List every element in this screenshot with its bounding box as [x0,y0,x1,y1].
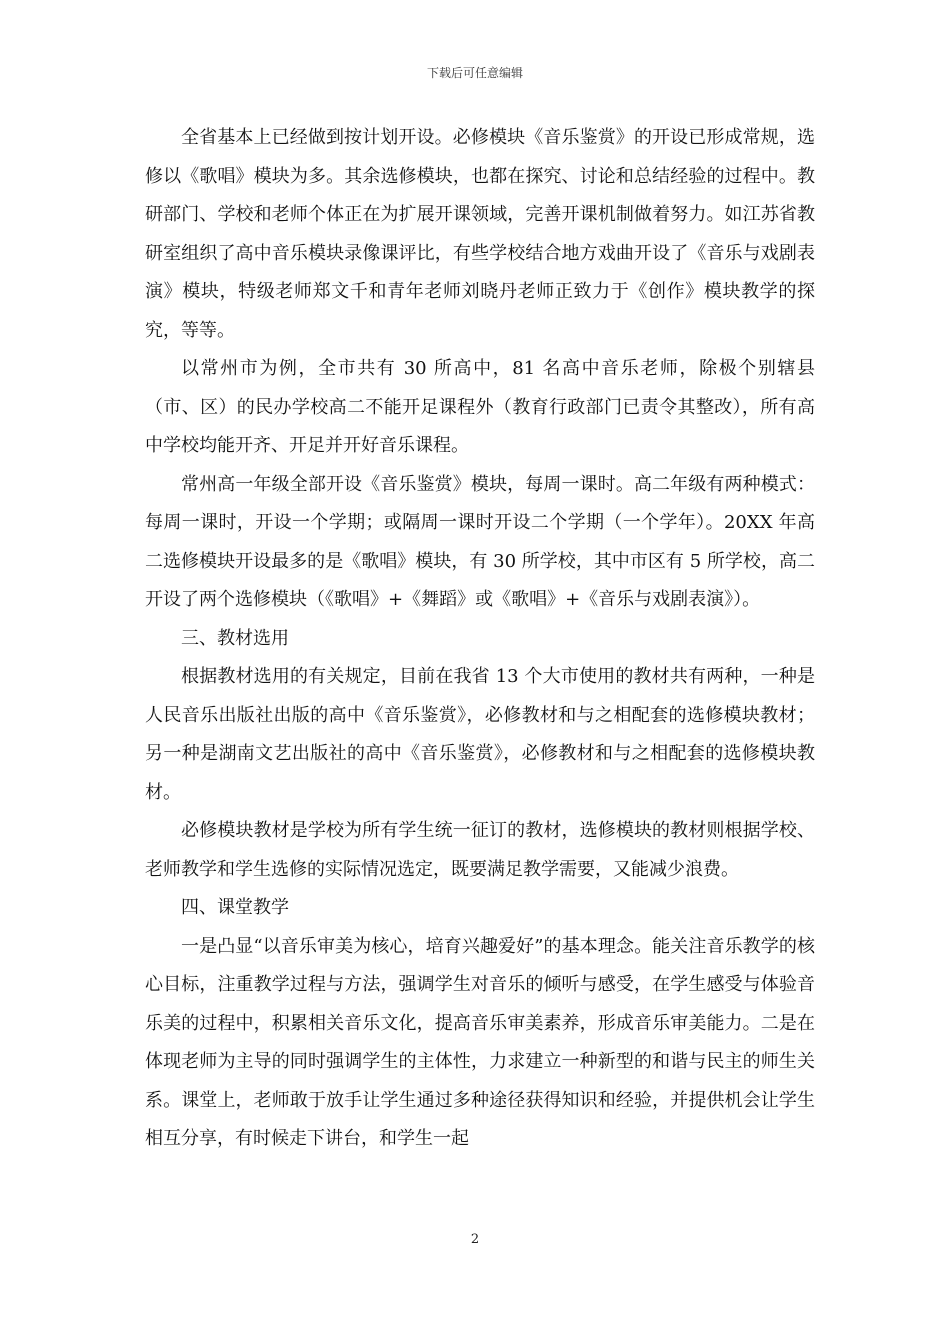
paragraph-textbook-selection: 根据教材选用的有关规定，目前在我省 13 个大市使用的教材共有两种，一种是人民音乐出版社出版的高中《音乐鉴赏》，必修教材和与之相配套的选修模块教材；另一种是湖南文艺出版社的高中《音乐鉴赏》，必修教材和与之相配套的选修模块教材。 [145,666,815,803]
document-body [145,119,815,1159]
paragraph-classroom-teaching: 一是凸显“以音乐审美为核心，培育兴趣爱好”的基本理念。能关注音乐教学的核心目标，注重教学过程与方法，强调学生对音乐的倾听与感受，在学生感受与体验音乐美的过程中，积累相关音乐文化，提高音乐审美素养，形成音乐审美能力。二是在体现老师为主导的同时强调学生的主体性，力求建立一种新型的和谐与民主的师生关系。课堂上，老师敢于放手让学生通过多种途径获得知识和经验，并提供机会让学生相互分享，有时候走下讲台，和学生一起 [145,935,815,1149]
paragraph-required-textbooks: 必修模块教材是学校为所有学生统一征订的教材，选修模块的教材则根据学校、老师教学和学生选修的实际情况选定，既要满足教学需要，又能减少浪费。 [145,820,815,880]
page-number: 2 [470,1232,480,1247]
section-heading-classroom: 四、课堂教学 [181,897,289,918]
paragraph-grade-schedule: 常州高一年级全部开设《音乐鉴赏》模块，每周一课时。高二年级有两种模式：每周一课时，开设一个学期；或隔周一课时开设二个学期（一个学年）。20XX 年高二选修模块开设最多的是《歌唱》模块，有 30 所学校，其中市区有 5 所学校，高二开设了两个选修模块（《歌唱》+《舞蹈》或《歌唱》+《音乐与戏剧表演》）。 [145,473,815,610]
paragraph-changzhou-example: 以常州市为例，全市共有 30 所高中，81 名高中音乐老师，除极个别辖县（市、区）的民办学校高二不能开足课程外（教育行政部门已责令其整改），所有高中学校均能开齐、开足并开好音乐课程。 [145,358,815,456]
page-header: 下载后可任意编辑 [426,66,523,80]
section-heading-textbooks: 三、教材选用 [181,627,289,649]
paragraph-module-status: 全省基本上已经做到按计划开设。必修模块《音乐鉴赏》的开设已形成常规，选修以《歌唱》模块为多。其余选修模块，也都在探究、讨论和总结经验的过程中。教研部门、学校和老师个体正在为扩展开课领域，完善开课机制做着努力。如江苏省教研室组织了高中音乐模块录像课评比，有些学校结合地方戏曲开设了《音乐与戏剧表演》模块，特级老师郑文千和青年老师刘晓丹老师正致力于《创作》模块教学的探究，等等。 [145,127,815,341]
